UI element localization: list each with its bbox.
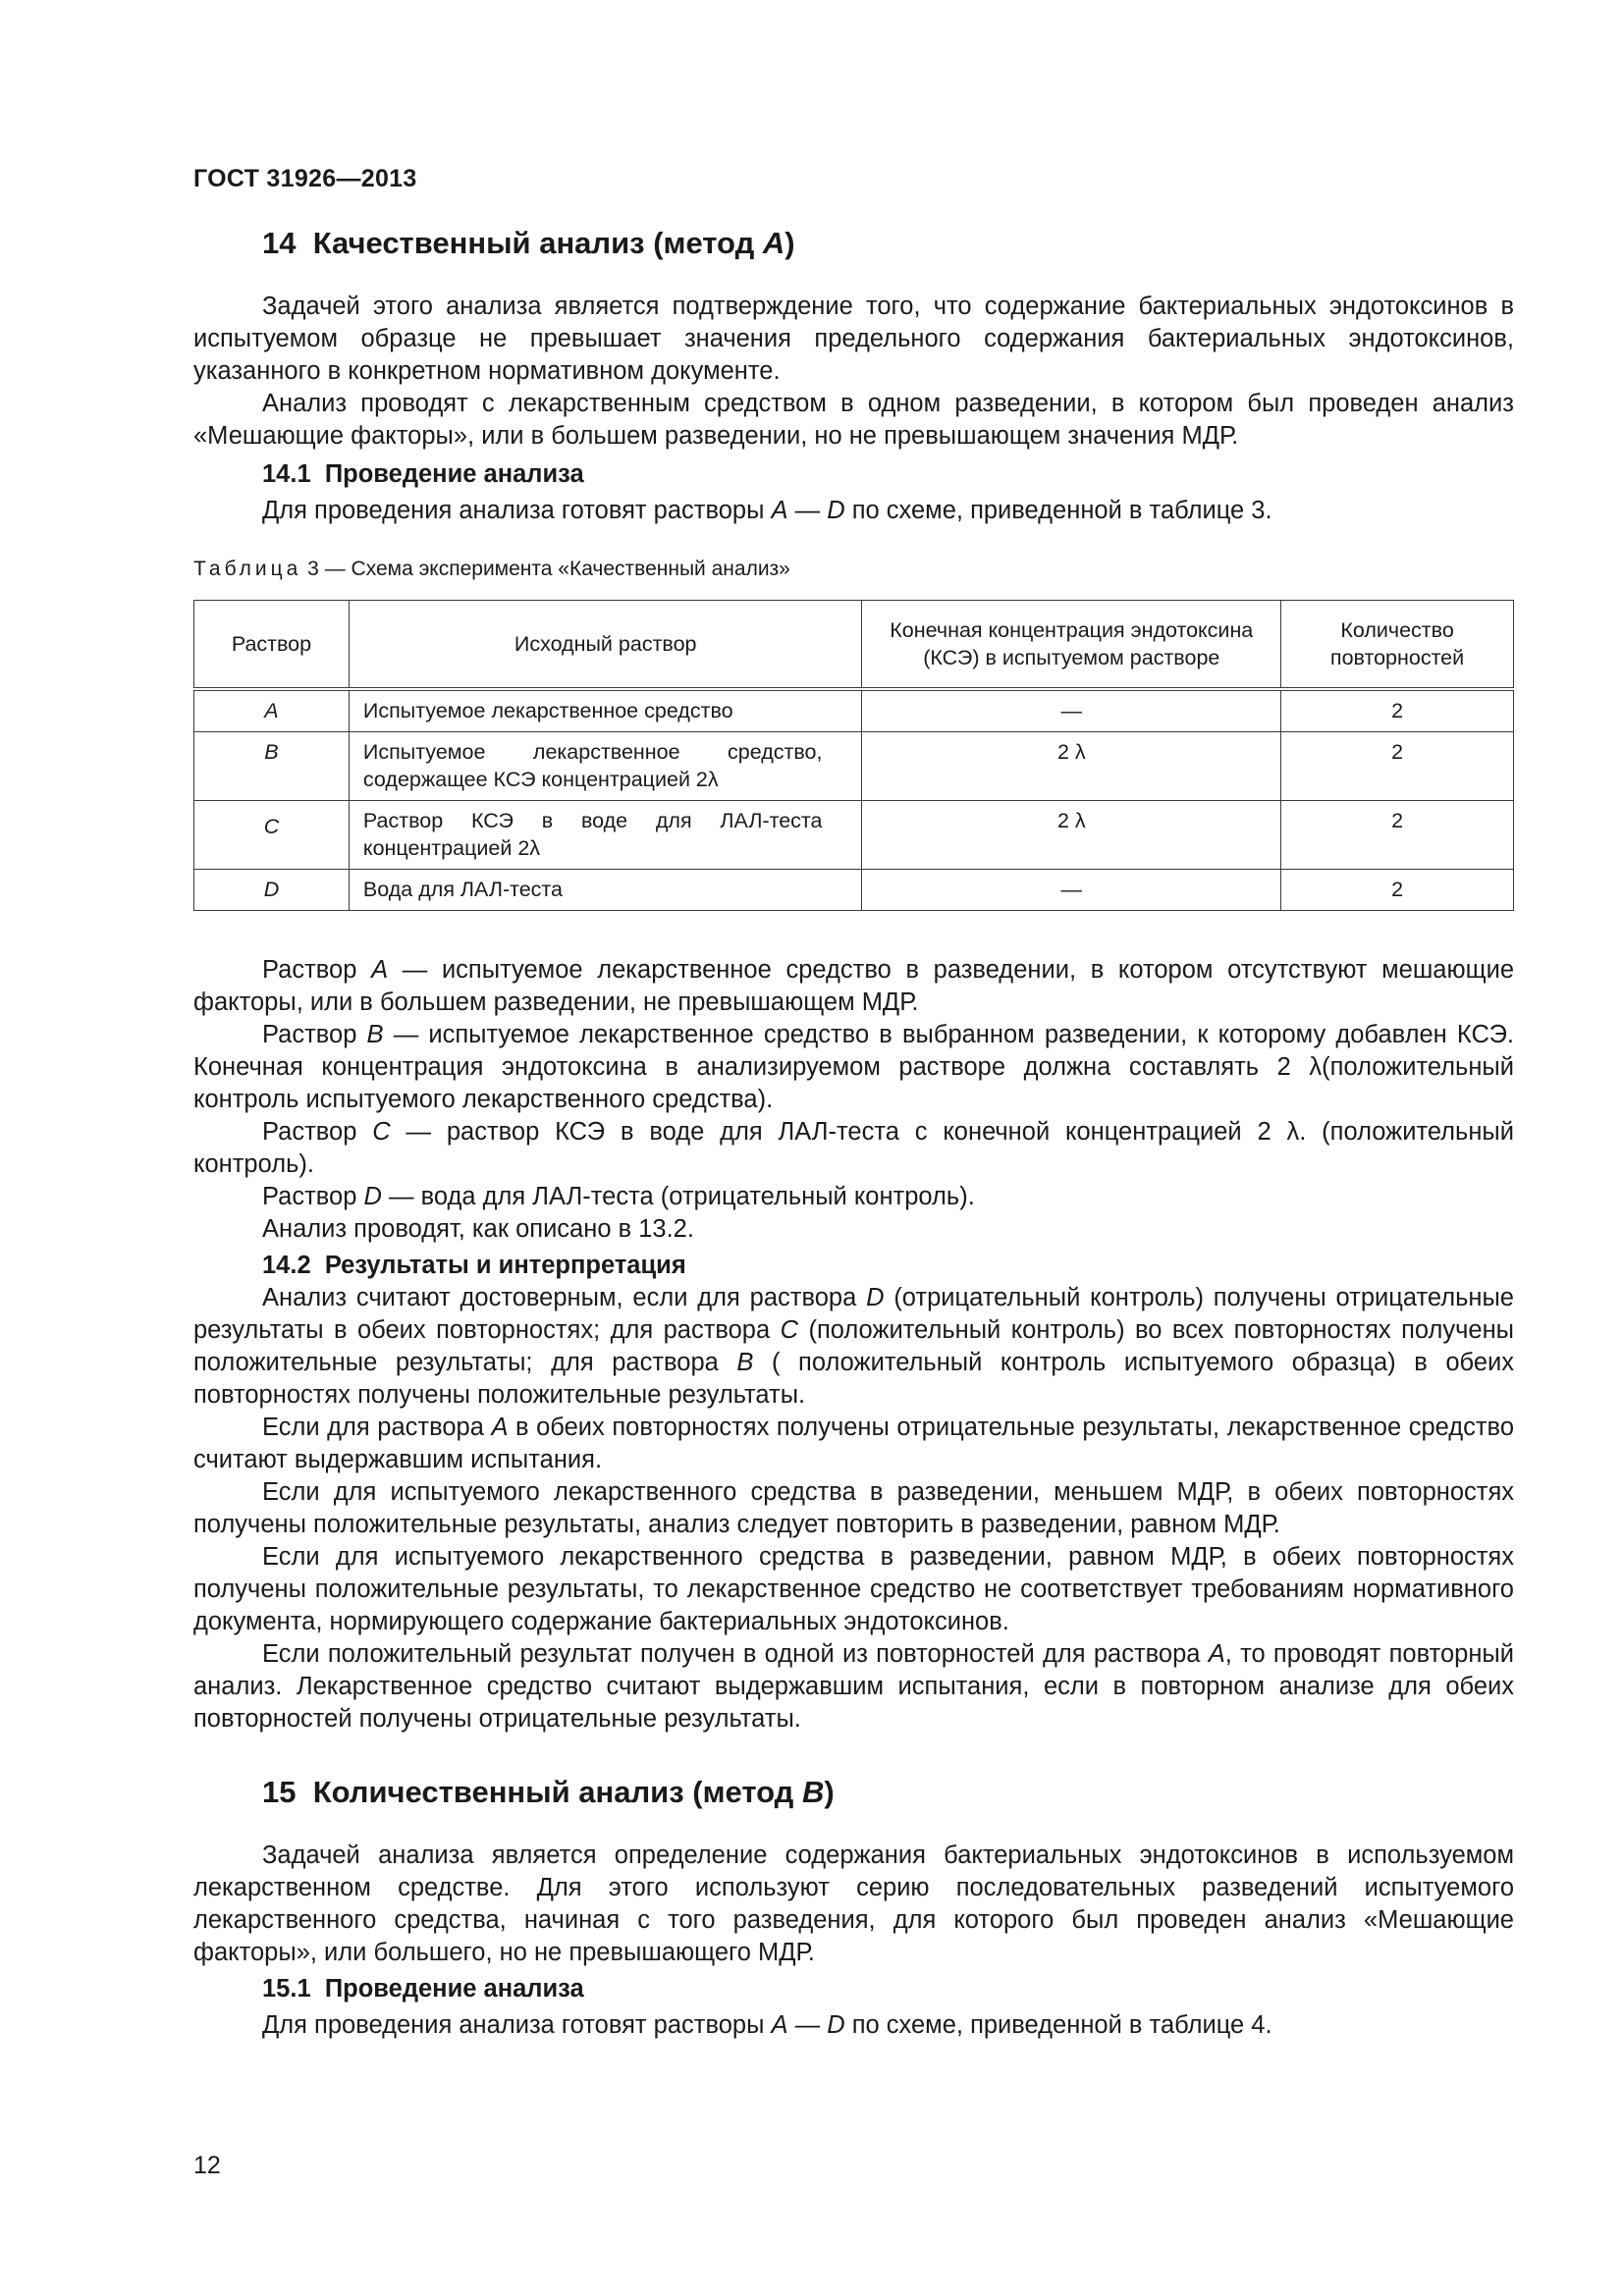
- paragraph: Раствор A — испытуемое лекарственное средство в разведении, в котором отсутствуют мешающие факторы, или в большем разведении, не превышающем МДР.: [193, 956, 1514, 1016]
- section-14-title: 14 Качественный анализ (метод A): [262, 226, 795, 260]
- table-cell: C: [194, 801, 350, 870]
- table-cell: —: [862, 689, 1281, 732]
- paragraph: Раствор B — испытуемое лекарственное средство в выбранном разведении, к которому добавлен КСЭ. Конечная концентрация эндотоксина в анализируемом растворе должна составлять 2 λ(положительный контроль испытуемого лекарственного средства).: [193, 1021, 1514, 1113]
- paragraph: Для проведения анализа готовят растворы A — D по схеме, приведенной в таблице 3.: [262, 497, 1272, 524]
- table-header-cell: Количество повторностей: [1281, 601, 1514, 690]
- paragraph: Если для испытуемого лекарственного средства в разведении, равном МДР, в обеих повторностях получены положительные результаты, то лекарственное средство не соответствует требованиям нормативного документа, нормирующего содержание бактериальных эндотоксинов.: [193, 1543, 1514, 1635]
- table-cell: Испытуемое лекарственное средство, содержащее КСЭ концентрацией 2λ: [349, 732, 862, 801]
- table-3-caption: Таблица 3 — Схема эксперимента «Качественный анализ»: [193, 558, 790, 580]
- table-cell: Испытуемое лекарственное средство: [349, 689, 862, 732]
- table-header-cell: Конечная концентрация эндотоксина (КСЭ) в испытуемом растворе: [862, 601, 1281, 690]
- paragraph: Анализ проводят с лекарственным средством в одном разведении, в котором был проведен анализ «Мешающие факторы», или в большем разведении, но не превышающем значения МДР.: [193, 390, 1514, 450]
- paragraph: Раствор D — вода для ЛАЛ-теста (отрицательный контроль).: [262, 1183, 975, 1210]
- table-cell: 2: [1281, 732, 1514, 801]
- table-row: [194, 732, 1514, 801]
- page-number: 12: [193, 2152, 221, 2179]
- paragraph: Раствор C — раствор КСЭ в воде для ЛАЛ-теста с конечной концентрацией 2 λ. (положительный контроль).: [193, 1118, 1514, 1178]
- table-row: [194, 689, 1514, 732]
- paragraph: Если положительный результат получен в одной из повторностей для раствора A, то проводят повторный анализ. Лекарственное средство считают выдержавшим испытания, если в повторном анализе для обеих повторностей получены отрицательные результаты.: [193, 1640, 1514, 1733]
- table-cell: 2 λ: [862, 732, 1281, 801]
- subsection-14-1-title: 14.1 Проведение анализа: [262, 460, 584, 488]
- table-cell: B: [194, 732, 350, 801]
- table-cell: Вода для ЛАЛ-теста: [349, 870, 862, 911]
- table-cell: —: [862, 870, 1281, 911]
- paragraph: Анализ проводят, как описано в 13.2.: [262, 1215, 694, 1243]
- table-cell: 2: [1281, 801, 1514, 870]
- paragraph: Если для раствора A в обеих повторностях получены отрицательные результаты, лекарственное средство считают выдержавшим испытания.: [193, 1414, 1514, 1473]
- page-content: [193, 224, 1514, 2042]
- paragraph: Для проведения анализа готовят растворы A — D по схеме, приведенной в таблице 4.: [262, 2011, 1272, 2039]
- table-3: [193, 600, 1514, 911]
- table-header-cell: Раствор: [194, 601, 350, 690]
- table-row: [194, 870, 1514, 911]
- table-cell: 2: [1281, 870, 1514, 911]
- paragraph: Если для испытуемого лекарственного средства в разведении, меньшем МДР, в обеих повторностях получены положительные результаты, анализ следует повторить в разведении, равном МДР.: [193, 1478, 1514, 1538]
- table-cell: A: [194, 689, 350, 732]
- paragraph: Анализ считают достоверным, если для раствора D (отрицательный контроль) получены отрицательные результаты в обеих повторностях; для раствора C (положительный контроль) во всех повторностях получены положительные результаты; для раствора B ( положительный контроль испытуемого образца) в обеих повторностях получены положительные результаты.: [193, 1284, 1515, 1409]
- paragraph: Задачей этого анализа является подтверждение того, что содержание бактериальных эндотоксинов в испытуемом образце не превышает значения предельного содержания бактериальных эндотоксинов, указанного в конкретном нормативном документе.: [193, 293, 1514, 385]
- table-header-cell: Исходный раствор: [349, 601, 862, 690]
- subsection-15-1-title: 15.1 Проведение анализа: [262, 1975, 584, 2002]
- table-row: [194, 801, 1514, 870]
- table-header-row: [194, 601, 1514, 690]
- table-cell: 2: [1281, 689, 1514, 732]
- table-cell: Раствор КСЭ в воде для ЛАЛ-теста концентрацией 2λ: [349, 801, 862, 870]
- subsection-14-2-title: 14.2 Результаты и интерпретация: [262, 1252, 686, 1279]
- table-cell: 2 λ: [862, 801, 1281, 870]
- document-header: ГОСТ 31926—2013: [193, 165, 417, 192]
- paragraph: Задачей анализа является определение содержания бактериальных эндотоксинов в используемом лекарственном средстве. Для этого используют серию последовательных разведений испытуемого лекарственного средства, начиная с того разведения, для которого был проведен анализ «Мешающие факторы», или большего, но не превышающего МДР.: [193, 1842, 1514, 1966]
- table-cell: D: [194, 870, 350, 911]
- section-15-title: 15 Количественный анализ (метод B): [262, 1775, 835, 1809]
